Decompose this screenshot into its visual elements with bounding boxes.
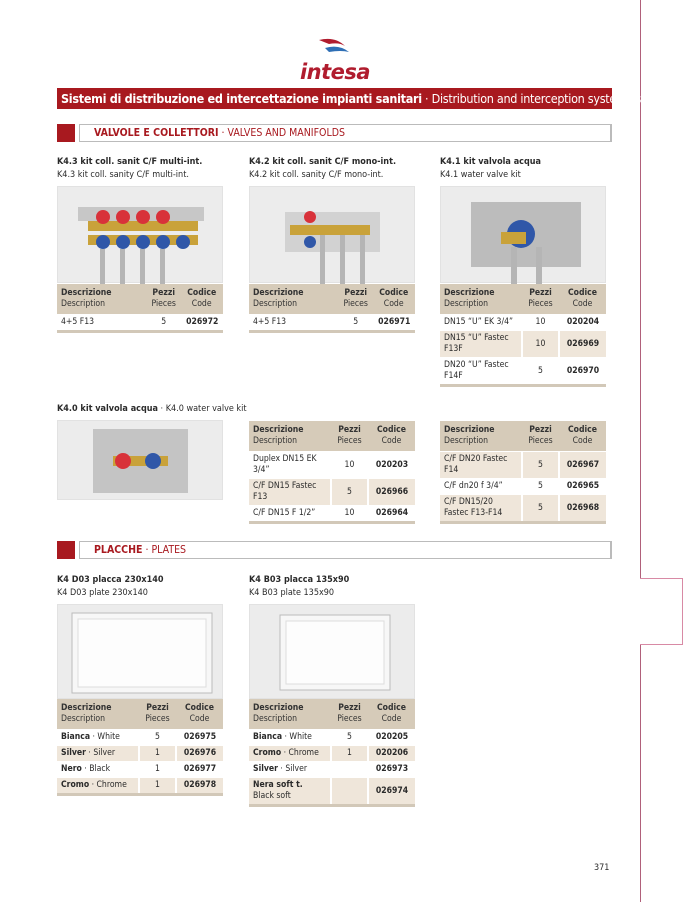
table-row: DN15 “U” Fastec F13F 10 026969 — [440, 331, 606, 358]
table-row: Silver · Silver 1 026976 — [57, 746, 223, 762]
product-image-plate-135x90 — [249, 604, 415, 699]
table-row: Cromo · Chrome 1 020206 — [249, 746, 415, 762]
table-row: Silver · Silver 026973 — [249, 762, 415, 778]
product-image-plate-230x140 — [57, 604, 223, 699]
product-title: K4.0 kit valvola acqua · K4.0 water valve kit — [57, 404, 247, 414]
product-table: Descrizione Description Pezzi Pieces Codice Code Bianca · White 5 026975 Silver · Silver 1 026976 Nero · Black 1 026977 Cromo · Chrome 1 026978 — [57, 699, 223, 796]
page-number: 371 — [594, 863, 610, 873]
product-table: Descrizione Description Pezzi Pieces Codice Code DN15 “U” EK 3/4” 10 020204 DN15 “U” Fastec F13F 10 026969 DN20 “U” Fastec F14F 5 026970 — [440, 284, 606, 387]
table-row: Bianca · White 5 026975 — [57, 730, 223, 746]
product-image-manifold-mono — [249, 186, 415, 283]
table-row: Nero · Black 1 026977 — [57, 762, 223, 778]
table-row: Nera soft t. Black soft 026974 — [249, 778, 415, 806]
product-title: K4 D03 placca 230x140 K4 D03 plate 230x140 — [57, 575, 164, 598]
product-table: Descrizione Description Pezzi Pieces Codice Code 4+5 F13 5 026971 — [249, 284, 415, 333]
table-row: C/F dn20 f 3/4” 5 026965 — [440, 479, 606, 495]
page-edge-line — [640, 0, 641, 902]
product-title: K4.2 kit coll. sanit C/F mono-int. K4.2 kit coll. sanity C/F mono-int. — [249, 157, 397, 180]
product-table: Descrizione Description Pezzi Pieces Codice Code 4+5 F13 5 026972 — [57, 284, 223, 333]
product-table: Descrizione Description Pezzi Pieces Codice Code C/F DN20 Fastec F14 5 026967 C/F dn20 f 3/4” 5 026965 C/F DN15/20 Fastec F13-F14 5 026968 — [440, 421, 606, 524]
table-row: 4+5 F13 5 026971 — [249, 315, 415, 332]
section-tab-marker — [640, 578, 683, 645]
table-row: DN20 “U” Fastec F14F 5 026970 — [440, 358, 606, 386]
page-title-bar: Sistemi di distribuzione ed intercettazione impianti sanitari · Distribution and interception systems sanitary — [57, 88, 612, 109]
section-header-valves: VALVOLE E COLLETTORI · VALVES AND MANIFOLDS — [57, 124, 612, 142]
table-row: Bianca · White 5 020205 — [249, 730, 415, 746]
table-row: 4+5 F13 5 026972 — [57, 315, 223, 332]
table-row: C/F DN15/20 Fastec F13-F14 5 026968 — [440, 495, 606, 523]
table-row: Duplex DN15 EK 3/4” 10 020203 — [249, 452, 415, 479]
product-image-manifold-multi — [57, 186, 223, 283]
table-row: Cromo · Chrome 1 026978 — [57, 778, 223, 795]
product-image-valve-kit — [440, 186, 606, 283]
product-title: K4.3 kit coll. sanit C/F multi-int. K4.3 kit coll. sanity C/F multi-int. — [57, 157, 203, 180]
product-title: K4 B03 placca 135x90 K4 B03 plate 135x90 — [249, 575, 350, 598]
table-row: C/F DN20 Fastec F14 5 026967 — [440, 452, 606, 479]
product-image-valve-kit-k40 — [57, 420, 223, 500]
product-table: Descrizione Description Pezzi Pieces Codice Code Bianca · White 5 020205 Cromo · Chrome 1 020206 Silver · Silver 026973 Nera soft t. Black soft 026974 — [249, 699, 415, 807]
section-header-plates: PLACCHE · PLATES — [57, 541, 612, 559]
table-row: C/F DN15 F 1/2” 10 026964 — [249, 506, 415, 523]
table-row: C/F DN15 Fastec F13 5 026966 — [249, 479, 415, 506]
product-table: Descrizione Description Pezzi Pieces Codice Code Duplex DN15 EK 3/4” 10 020203 C/F DN15 Fastec F13 5 026966 C/F DN15 F 1/2” 10 026964 — [249, 421, 415, 524]
table-row: DN15 “U” EK 3/4” 10 020204 — [440, 315, 606, 331]
product-title: K4.1 kit valvola acqua K4.1 water valve kit — [440, 157, 541, 180]
brand-logo: intesa — [0, 38, 670, 84]
logo-swoosh-icon — [315, 38, 355, 56]
